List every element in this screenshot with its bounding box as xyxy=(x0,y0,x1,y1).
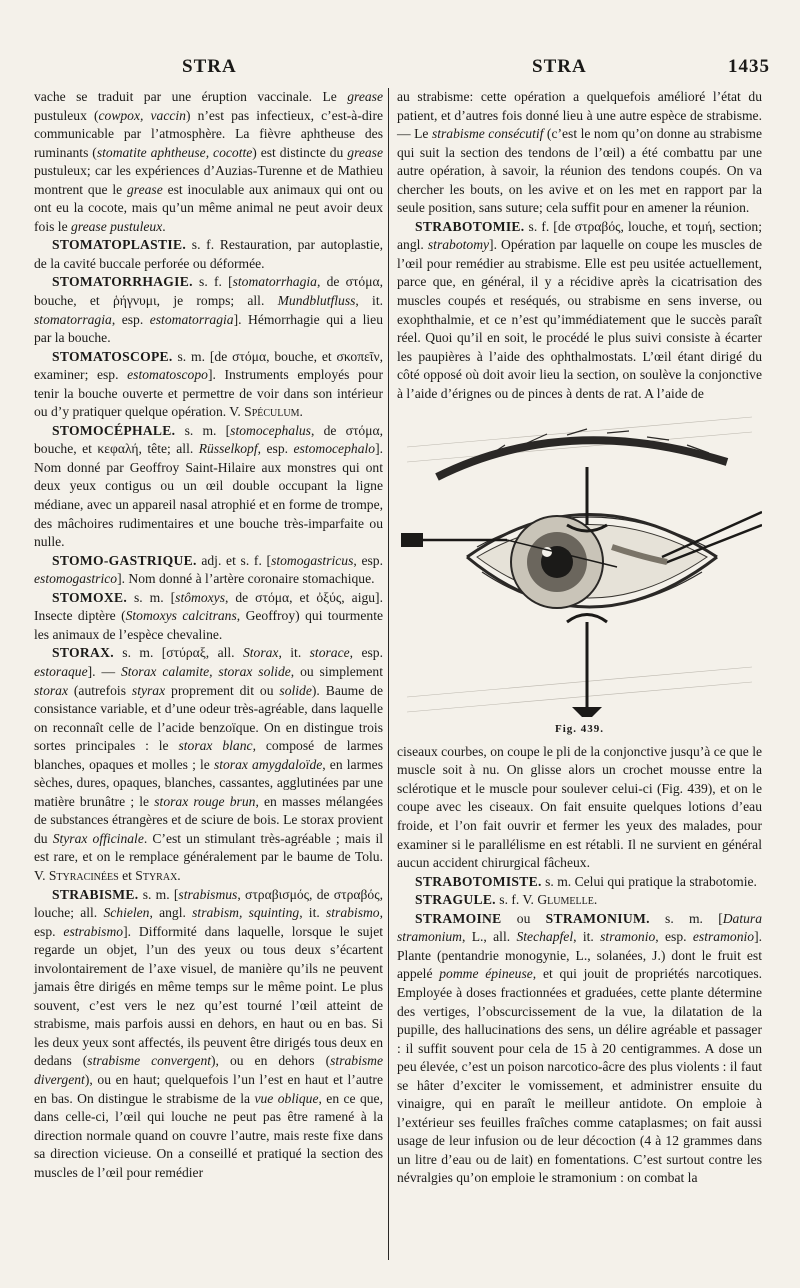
body-text: , ou simplement xyxy=(290,663,383,679)
italic-text: strabisme convergent xyxy=(87,1053,212,1069)
italic-text: Stechapfel xyxy=(516,929,574,945)
headword: STOMO-GASTRIQUE. xyxy=(52,552,197,568)
figure-caption: Fig. 439. xyxy=(554,723,605,736)
italic-text: strabism, squinting xyxy=(192,905,300,921)
entry-strabotomiste xyxy=(397,873,762,892)
italic-text: estoraque xyxy=(34,663,88,679)
italic-text: Storax calamite, storax solide xyxy=(120,663,291,679)
italic-text: Styrax officinale xyxy=(52,830,144,846)
body-text: ), ou en dehors ( xyxy=(211,1053,331,1069)
body-text: s. f. Restauration, par autoplastie, de la cavité buccale perforée ou déformée. xyxy=(34,237,383,271)
body-text: ]. Plante (pentandrie monogynie, L., solanées, J.) dont le fruit est appelé xyxy=(397,929,762,982)
cross-reference: Styracinées xyxy=(48,867,119,883)
headword: STOMATOSCOPE. xyxy=(52,348,173,364)
italic-text: stomatorrhagia xyxy=(232,274,317,290)
body-text: au strabisme: cette opération a quelquefois amélioré l’état du patient, et d’autres fois donné lieu à une autre espèce de strabisme. — Le xyxy=(397,89,762,142)
italic-text: stômoxys xyxy=(175,589,225,605)
body-text: , en masses mélangées de substances étrangères et de sciure de bois. Le storax provient du xyxy=(34,793,384,846)
body-text: s. f. [de στραβός, louche, et τομή, section; angl. xyxy=(397,218,762,253)
body-text: ]. Nom donné par Geoffroy Saint-Hilaire aux monstres qui ont deux yeux contigus ou un œil double occupant la ligne médiane, avec un appareil nasal atrophié et en forme de trompe, des mâchoires rudimentaires et une bouche très-imparfaite ou nulle. xyxy=(34,441,383,550)
body-text: , L., all. xyxy=(461,929,517,945)
italic-text: storax rouge brun xyxy=(154,793,256,809)
italic-text: solide xyxy=(279,682,312,698)
body-text: , de στόμα, bouche, et ῥήγνυμι, je romps; all. xyxy=(34,274,384,309)
body-text: ]. Opération par laquelle on coupe les muscles de l’œil pour remédier au strabisme. Elle est peu usitée actuellement, parce que, en général, il y a récidive après la cicatrisation des muscles coupés et reséqués, ou strabisme en sens inverse, ou exophthalmie, et ce n’est qu’immédiatement que le succès paraît réel. Quoi qu’il en soit, le procédé le plus suivi consiste à écarter les paupières à l’aide des ophthalmostats. L’œil étant dirigé du côté opposé où doit avoir lieu la section, on soulève la conjonctive à l’aide d’érignes ou de pinces à dents de rat. A l’aide de xyxy=(397,237,762,401)
entry-stomogastrique xyxy=(34,552,383,589)
italic-text: storax amygdaloïde xyxy=(213,756,323,772)
headword: STOMOXE. xyxy=(52,589,128,605)
body-text: ]. Nom donné à l’artère coronaire stomachique. xyxy=(117,571,375,587)
headword: STRABOTOMIE. xyxy=(415,218,525,234)
body-text: est inoculable aux animaux qui ont ou ont eu la cocote, mais qu’un même animal ne peut avoir deux fois le xyxy=(34,181,384,234)
body-text: , esp. xyxy=(257,441,294,457)
body-text: ciseaux courbes, on coupe le pli de la conjonctive jusqu’à ce que le muscle soit à nu. On glisse alors un crochet mousse entre la sclérotique et le muscle pour soulever celui-ci (Fig. 439), et on le coupe avec les ciseaux. On fait ensuite quelques lotions d’eau froide, et l’on fait ouvrir et fermer les yeux des malades, pour examiner si le parallélisme en est rétabli. Il ne survient en général aucun accident chirurgical fâcheux. xyxy=(397,743,763,871)
italic-text: Storax xyxy=(242,645,279,661)
entry-stomocephale xyxy=(34,422,383,552)
italic-text: storax blanc xyxy=(178,738,253,754)
italic-text: estramonio xyxy=(692,929,755,945)
entry-stomatorrhagie xyxy=(34,273,383,347)
body-text: , esp. xyxy=(655,929,693,945)
entry-stramoine xyxy=(397,910,762,1188)
entry-stomoxe xyxy=(34,589,383,645)
italic-text: vue oblique xyxy=(254,1090,319,1106)
italic-text: Schielen xyxy=(103,905,150,921)
body-text: , composé de larmes blanches, opaques et molles ; le xyxy=(34,738,383,772)
body-text: , it. xyxy=(355,293,384,309)
italic-text: grease pustuleux xyxy=(71,218,163,234)
italic-text: strabotomy xyxy=(427,237,490,253)
figure-439 xyxy=(397,407,762,739)
italic-text: strabisme consécutif xyxy=(431,126,544,142)
italic-text: strabismus xyxy=(178,886,238,902)
body-text: ]. Hémorrhagie qui a lieu par la bouche. xyxy=(34,311,383,346)
italic-text: grease xyxy=(347,89,383,104)
italic-text: storax xyxy=(34,682,68,698)
body-text: ]. — xyxy=(87,663,121,679)
italic-text: stomocephalus xyxy=(230,422,311,438)
body-text: s. m. [ xyxy=(127,589,176,605)
entry-strabotomie xyxy=(397,218,762,403)
body-text: et xyxy=(118,867,136,883)
continuation-paragraph xyxy=(34,88,383,236)
italic-text: Mundblutfluss xyxy=(277,293,356,309)
eye-surgery-illustration xyxy=(397,407,762,722)
running-head-left: STRA xyxy=(182,56,237,77)
cross-reference: Styrax xyxy=(135,867,178,883)
body-text: proprement dit ou xyxy=(165,682,280,698)
body-text: pustuleux ( xyxy=(34,107,99,123)
headword: STRAMONIUM. xyxy=(545,910,650,926)
body-text: , angl. xyxy=(149,905,193,921)
body-text: . C’est un stimulant très-agréable ; mais il est rare, et on le remplace généralement par le baume de Tolu. V. xyxy=(34,830,384,883)
body-text: ]. Difformité dans laquelle, lorsque le sujet regarde un objet, l’un des yeux ou tous deux s’écartent involontairement de l’axe visuel, de manière qu’ils ne peuvent jamais être dirigés en même temps sur le même point. Le plus souvent, c’est vers le nez qu’est tourné l’œil atteint de strabisme, mais parfois aussi en dehors, en haut ou en bas. Si les deux yeux sont affectés, ils peuvent être dirigés tous deux en dedans ( xyxy=(34,923,384,1069)
body-text: , esp. xyxy=(111,311,150,327)
entry-stragule xyxy=(397,891,762,910)
body-text: , it. xyxy=(278,645,310,661)
running-head-right: STRA xyxy=(532,56,587,77)
body-text: pustuleux; car les expériences d’Auzias-Turenne et de Mathieu montrent que le xyxy=(34,163,383,197)
italic-text: stomatorragia xyxy=(34,311,112,327)
right-column xyxy=(397,88,762,1188)
italic-text: pomme épineuse xyxy=(439,966,533,982)
headword: STOMATORRHAGIE. xyxy=(52,274,193,290)
body-text: . xyxy=(162,218,166,234)
body-text: s. m. Celui qui pratique la strabotomie. xyxy=(541,873,757,889)
body-text: ) est distincte du xyxy=(252,144,348,160)
body-text: , esp. xyxy=(353,552,383,568)
body-text: , Geoffroy) qui tourmente les animaux de l’espèce chevaline. xyxy=(34,608,383,642)
body-text: . xyxy=(593,892,598,908)
body-text: , esp. xyxy=(34,905,384,939)
italic-text: storace xyxy=(309,645,350,661)
body-text: , en larmes sèches, dures, opaques, blanches, cassantes, agglutinées par une matière brunâtre ; le xyxy=(34,756,384,809)
entry-stomatoplastie xyxy=(34,236,383,273)
italic-text: estomatoscopo xyxy=(127,367,208,383)
entry-stomatoscope xyxy=(34,348,383,422)
italic-text: grease xyxy=(127,181,163,197)
italic-text: Stomoxys calcitrans xyxy=(125,608,237,624)
body-text: . xyxy=(299,404,303,420)
body-text: s. m. [ xyxy=(138,886,179,902)
headword: STRABISME. xyxy=(52,886,139,902)
body-text: s. m. [στύραξ, all. xyxy=(113,645,243,661)
italic-text: grease xyxy=(347,144,384,160)
body-text: , it. xyxy=(299,905,326,921)
italic-text: estomatorragia xyxy=(149,311,234,327)
page-number: 1435 xyxy=(728,56,770,77)
body-text: ), ou en haut; quelquefois l’un l’est en haut et l’autre en bas. On distingue le strabisme de la xyxy=(34,1071,383,1106)
cross-reference: Glumelle xyxy=(537,892,594,908)
body-text: (c’est le nom qu’on donne au strabisme qui suit la section des tendons de l’œil) a été combattu par une autre opération, à savoir, la réunion des tendons coupés. On va chercher les bouts, on les avive et on les met en rapport par la seule position, sans suture; cela suffit pour en amener la réunion. xyxy=(397,126,762,216)
body-text: . xyxy=(177,867,181,883)
italic-text: cowpox, vaccin xyxy=(98,107,186,123)
headword: STORAX. xyxy=(52,645,114,661)
italic-text: styrax xyxy=(131,682,166,698)
body-text: , στραβισμός, de στραβός, louche; all. xyxy=(34,886,383,921)
headword: STRABOTOMISTE. xyxy=(415,873,542,889)
italic-text: strabismo xyxy=(325,905,380,921)
body-text: s. f. [ xyxy=(192,274,233,290)
headword: STOMOCÉPHALE. xyxy=(52,422,176,438)
body-text: s. m. [ xyxy=(175,422,231,438)
body-text: , et qui jouit de propriétés narcotiques. Employée à doses fractionnées et graduées, cette plante détermine des vertiges, l’obscurcissement de la vue, la dilatation de la pupille, des hallucinations des sens, un délire agréable et passager : il suffit souvent pour cela de 15 à 20 centigrammes. A dose un peu élevée, c’est un poison narcotico-âcre des plus violents : il faut se hâter d’exciter le vomissement, et administrer ensuite du vinaigre, qui en paraît le meilleur antidote. On emploie à l’extérieur ses feuilles fraîches comme cataplasmes; on fait aussi usage de leur infusion ou de leur décoction (4 à 12 grammes dans un litre d’eau ou de lait) en fomentations. C’est surtout contre les névralgies qu’on emploie le stramonium : on combat la xyxy=(397,966,763,1186)
italic-text: stramonio xyxy=(600,929,656,945)
italic-text: estomocephalo xyxy=(293,441,376,457)
body-text: , it. xyxy=(573,929,601,945)
cross-reference: Spéculum xyxy=(244,404,300,420)
entry-storax xyxy=(34,644,383,885)
headword: STRAGULE. xyxy=(415,892,496,908)
italic-text: estrabismo xyxy=(63,923,124,939)
headword: STRAMOINE xyxy=(415,910,502,926)
italic-text: Rüsselkopf xyxy=(198,441,258,457)
body-text: , de στόμα, bouche, et κεφαλή, tête; all. xyxy=(34,422,384,457)
right-column-top xyxy=(397,88,762,403)
body-text: , en ce que, dans celle-ci, l’œil qui louche ne peut pas être ramené à la direction normale quand on couvre l’autre, mais reste fixe dans sa direction vicieuse. On a conseillé et pratiqué la section des muscles de l’œil pour remédier xyxy=(34,1090,383,1180)
continuation-paragraph xyxy=(397,743,762,873)
body-text: adj. et s. f. [ xyxy=(196,552,272,568)
entry-strabisme xyxy=(34,886,383,1183)
body-text: s. m. [de στόμα, bouche, et σκοπεῖν, examiner; esp. xyxy=(34,348,383,383)
continuation-paragraph xyxy=(397,88,762,218)
body-text: (autrefois xyxy=(67,682,132,698)
right-column-bottom xyxy=(397,743,762,1188)
body-text: s. f. V. xyxy=(495,892,538,908)
italic-text: Datura stramonium xyxy=(397,910,763,945)
italic-text: stomogastricus xyxy=(271,552,354,568)
body-text: ou xyxy=(501,910,546,926)
body-text: ]. Instruments employés pour tenir la bouche ouverte et permettre de voir dans son intérieur ou d’y pratiquer quelque opération. V. xyxy=(34,367,383,420)
body-text: vache se traduit par une éruption vaccinale. Le xyxy=(34,89,348,104)
italic-text: strabisme divergent xyxy=(34,1053,383,1087)
column-rule xyxy=(388,88,389,1260)
italic-text: stomatite aphtheuse, cocotte xyxy=(96,144,253,160)
left-column xyxy=(34,88,383,1182)
italic-text: estomogastrico xyxy=(34,571,118,587)
body-text: ). Baume de consistance variable, et d’une odeur très-agréable, dans laquelle on reconnaît celle de l’acide benzoïque. On en distingue trois sortes principales : le xyxy=(34,682,383,754)
body-text: ) n’est pas infectieux, c’est-à-dire communicable par l’atmosphère. La fièvre aphtheuse des ruminants ( xyxy=(34,107,384,160)
body-text: , de στόμα, et ὀξύς, aigu]. Insecte diptère ( xyxy=(34,589,383,624)
body-text: , esp. xyxy=(349,645,383,661)
headword: STOMATOPLASTIE. xyxy=(52,237,187,253)
body-text: s. m. [ xyxy=(649,910,723,926)
